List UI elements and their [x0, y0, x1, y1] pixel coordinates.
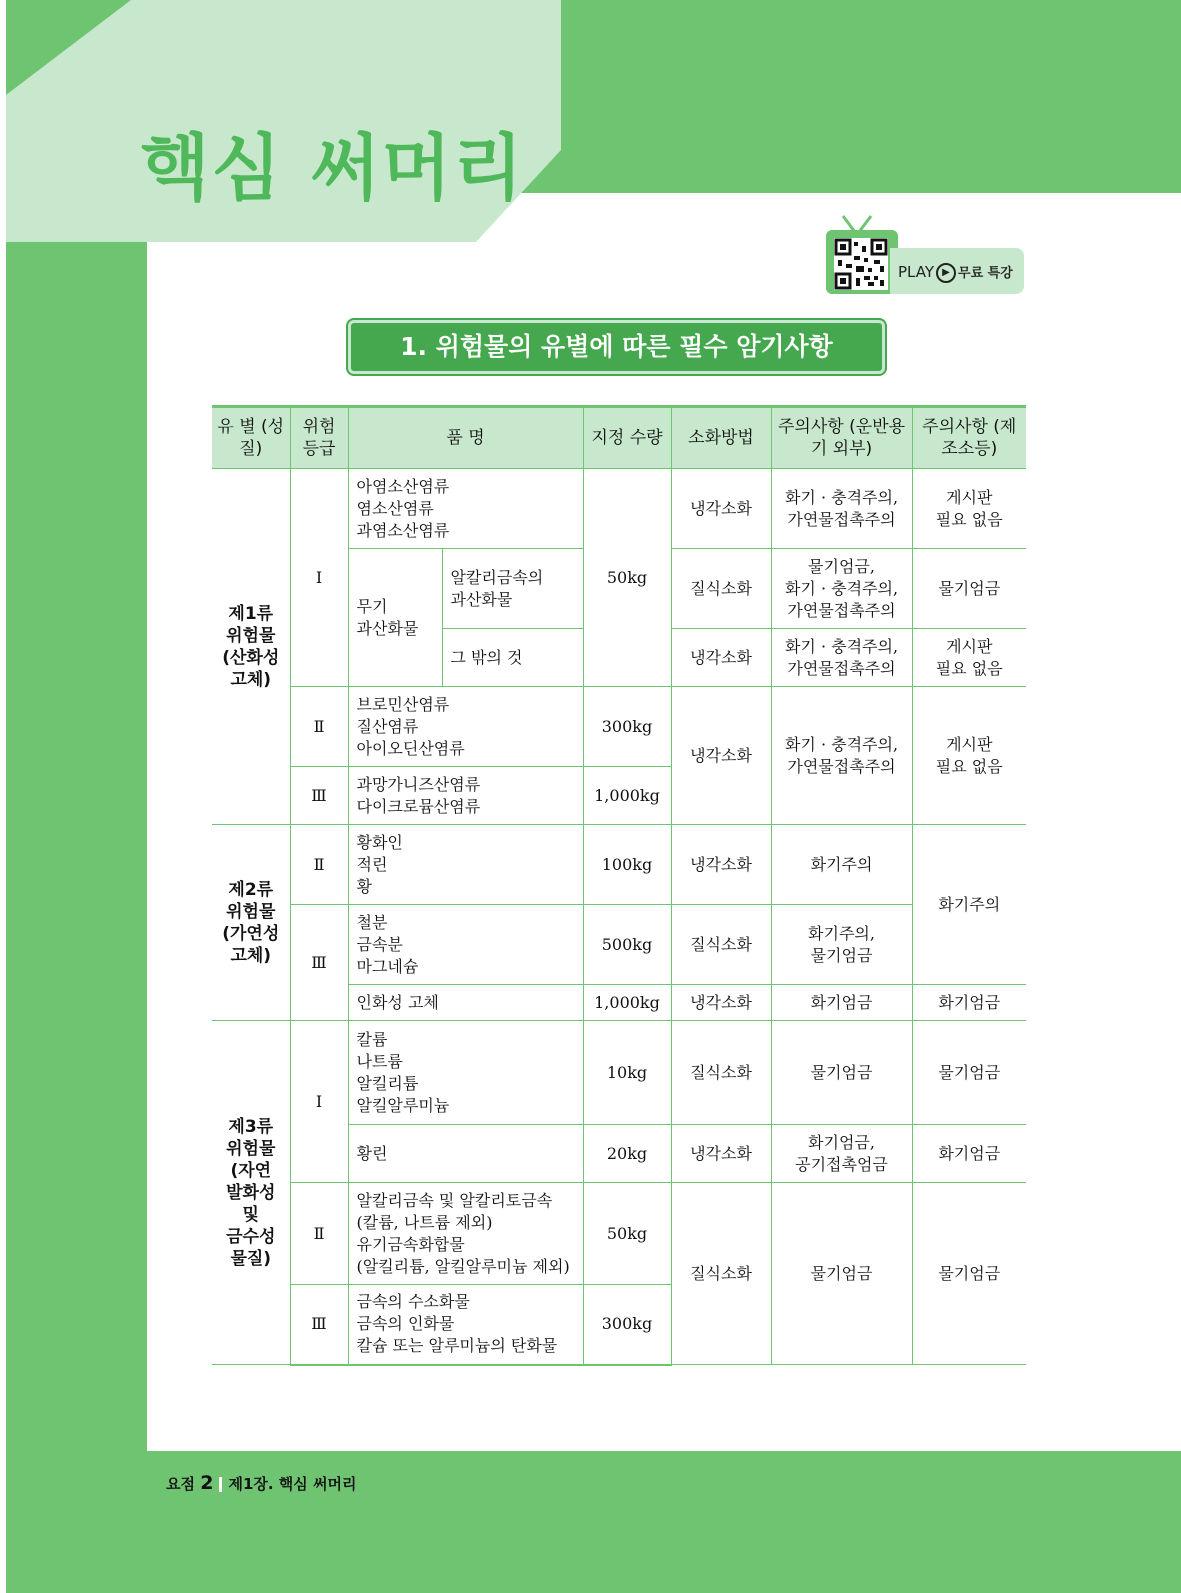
- class3-label: 제3류 위험물 (자연 발화성 및 금수성 물질): [212, 1021, 290, 1365]
- class3-r4-name: 금속의 수소화물 금속의 인화물 칼슘 또는 알루미늄의 탄화물: [348, 1285, 583, 1365]
- table-header-row: [212, 407, 1026, 469]
- class2-r3-caution-mfg: 화기엄금: [912, 985, 1026, 1021]
- play-icon: ▶: [936, 263, 956, 283]
- class3-r2-method: 냉각소화: [671, 1125, 771, 1183]
- page-footer: [166, 1472, 356, 1494]
- class3-r2-caution-transport: 화기엄금, 공기접촉엄금: [771, 1125, 912, 1183]
- class2-grade3: Ⅲ: [290, 905, 348, 1021]
- class2-r3-name: 인화성 고체: [348, 985, 583, 1021]
- class1-r45-method: 냉각소화: [671, 687, 771, 825]
- class2-r3-qty: 1,000kg: [583, 985, 671, 1021]
- class3-r1-qty: 10kg: [583, 1021, 671, 1125]
- class3-r1-method: 질식소화: [671, 1021, 771, 1125]
- class3-r34-caution-mfg: 물기엄금: [912, 1183, 1026, 1365]
- class3-r4-qty: 300kg: [583, 1285, 671, 1365]
- class2-r2-name: 철분 금속분 마그네슘: [348, 905, 583, 985]
- class1-r2-method: 질식소화: [671, 549, 771, 629]
- class1-r1-caution-transport: 화기 · 충격주의, 가연물접촉주의: [771, 469, 912, 549]
- class3-grade1: Ⅰ: [290, 1021, 348, 1183]
- class1-r3-caution-transport: 화기 · 충격주의, 가연물접촉주의: [771, 629, 912, 687]
- class2-r12-caution-mfg: 화기주의: [912, 825, 1026, 985]
- table-row: [212, 687, 1026, 767]
- left-edge: [0, 0, 6, 1593]
- class1-grade3: Ⅲ: [290, 767, 348, 825]
- class1-label: 제1류 위험물 (산화성 고체): [212, 469, 290, 825]
- footer-chapter: 제1장. 핵심 써머리: [228, 1475, 357, 1493]
- class2-r1-name: 황화인 적린 황: [348, 825, 583, 905]
- page-number: 2: [200, 1472, 214, 1494]
- class1-r2-caution-mfg: 물기엄금: [912, 549, 1026, 629]
- table-row: [212, 1021, 1026, 1125]
- class2-r2-qty: 500kg: [583, 905, 671, 985]
- class1-r1-name: 아염소산염류 염소산염류 과염소산염류: [348, 469, 583, 549]
- class1-grade2: Ⅱ: [290, 687, 348, 767]
- class3-r1-name: 칼륨 나트륨 알킬리튬 알킬알루미늄: [348, 1021, 583, 1125]
- play-label: PLAY: [898, 263, 935, 281]
- class1-r2-caution-transport: 물기엄금, 화기 · 충격주의, 가연물접촉주의: [771, 549, 912, 629]
- class1-r45-caution-transport: 화기 · 충격주의, 가연물접촉주의: [771, 687, 912, 825]
- play-label-group[interactable]: [898, 262, 1013, 283]
- class1-grade1: Ⅰ: [290, 469, 348, 687]
- header-method: 소화방법: [671, 407, 771, 469]
- free-lecture-label: 무료 특강: [958, 266, 1013, 281]
- class1-r5-qty: 1,000kg: [583, 767, 671, 825]
- class1-grade1-qty: 50kg: [583, 469, 671, 687]
- footer-prefix: 요점: [166, 1475, 195, 1493]
- page-title: 핵심 써머리: [140, 126, 525, 210]
- class1-r3-sub: 그 밖의 것: [442, 629, 583, 687]
- class1-r4-name: 브로민산염류 질산염류 아이오딘산염류: [348, 687, 583, 767]
- class2-label: 제2류 위험물 (가연성 고체): [212, 825, 290, 1021]
- class2-grade2: Ⅱ: [290, 825, 348, 905]
- header-class: 유 별 (성질): [212, 407, 290, 469]
- class3-r2-caution-mfg: 화기엄금: [912, 1125, 1026, 1183]
- class1-r3-caution-mfg: 게시판 필요 없음: [912, 629, 1026, 687]
- class1-r1-caution-mfg: 게시판 필요 없음: [912, 469, 1026, 549]
- class3-r1-caution-mfg: 물기엄금: [912, 1021, 1026, 1125]
- header-name: 품 명: [348, 407, 583, 469]
- class3-grade2: Ⅱ: [290, 1183, 348, 1285]
- class2-r3-method: 냉각소화: [671, 985, 771, 1021]
- class1-r1-method: 냉각소화: [671, 469, 771, 549]
- table-row: [212, 905, 1026, 985]
- footer-divider: [219, 1477, 222, 1492]
- class1-inorganic-peroxide: 무기 과산화물: [348, 549, 442, 687]
- class3-r2-name: 황린: [348, 1125, 583, 1183]
- class3-r3-name: 알칼리금속 및 알칼리토금속 (칼륨, 나트륨 제외) 유기금속화합물 (알킬리튬, 알킬알루미늄 제외): [348, 1183, 583, 1285]
- table-row: [212, 469, 1026, 549]
- class2-r2-method: 질식소화: [671, 905, 771, 985]
- class1-r4-qty: 300kg: [583, 687, 671, 767]
- class2-r3-caution-transport: 화기엄금: [771, 985, 912, 1021]
- header-caution-mfg: 주의사항 (제조소등): [912, 407, 1026, 469]
- section-title: 1. 위험물의 유별에 따른 필수 암기사항: [348, 320, 885, 374]
- hazard-table: [212, 405, 1026, 1366]
- class3-r2-qty: 20kg: [583, 1125, 671, 1183]
- class1-r45-caution-mfg: 게시판 필요 없음: [912, 687, 1026, 825]
- header-grade: 위험 등급: [290, 407, 348, 469]
- qr-code-icon[interactable]: [834, 238, 888, 290]
- class1-r3-method: 냉각소화: [671, 629, 771, 687]
- class2-r1-method: 냉각소화: [671, 825, 771, 905]
- class3-r34-caution-transport: 물기엄금: [771, 1183, 912, 1365]
- class3-r34-method: 질식소화: [671, 1183, 771, 1365]
- header-caution-transport: 주의사항 (운반용기 외부): [771, 407, 912, 469]
- class2-r1-qty: 100kg: [583, 825, 671, 905]
- header-qty: 지정 수량: [583, 407, 671, 469]
- table-row: [212, 1183, 1026, 1285]
- class3-r1-caution-transport: 물기엄금: [771, 1021, 912, 1125]
- class1-r2-sub: 알칼리금속의 과산화물: [442, 549, 583, 629]
- class2-r2-caution-transport: 화기주의, 물기엄금: [771, 905, 912, 985]
- table-row: [212, 825, 1026, 905]
- class3-r3-qty: 50kg: [583, 1183, 671, 1285]
- class2-r1-caution-transport: 화기주의: [771, 825, 912, 905]
- class1-r5-name: 과망가니즈산염류 다이크로뮴산염류: [348, 767, 583, 825]
- class3-grade3: Ⅲ: [290, 1285, 348, 1365]
